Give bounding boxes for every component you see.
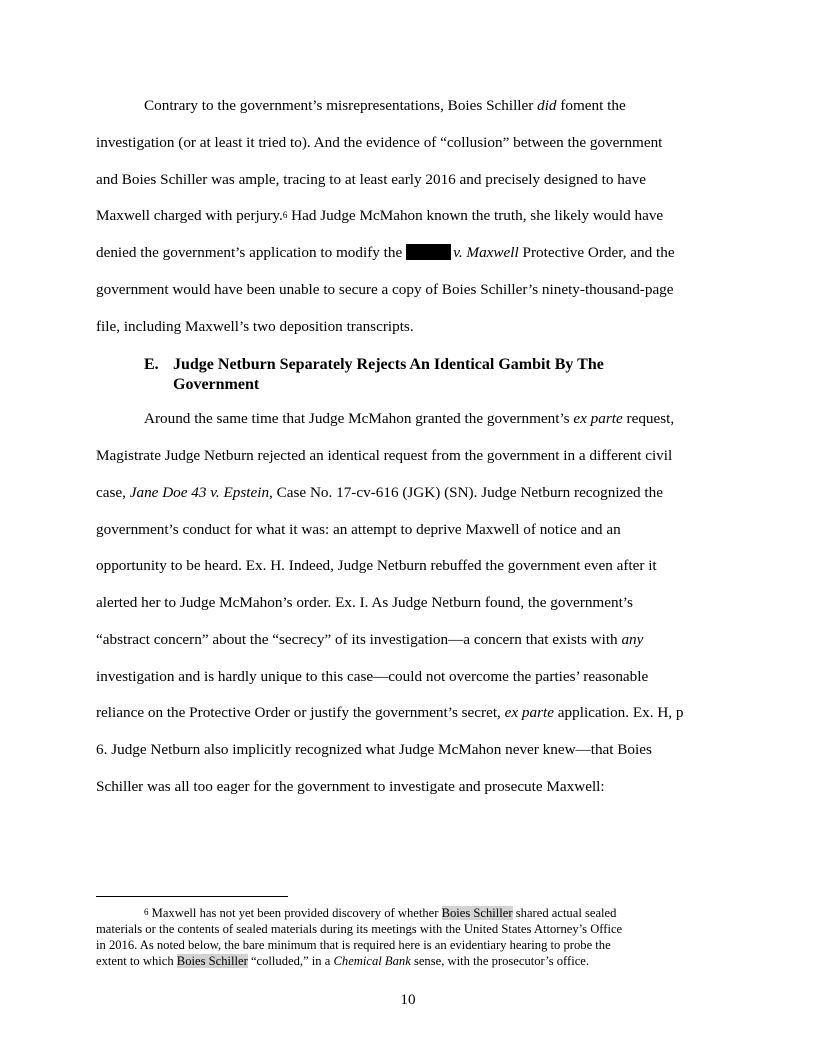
paragraph-1-line-2: investigation (or at least it tried to). And the evidence of “collusion” between the government xyxy=(96,134,663,151)
paragraph-2-line-7: “abstract concern” about the “secrecy” of its investigation—a concern that exists with any xyxy=(96,631,644,648)
paragraph-2-line-2: Magistrate Judge Netburn rejected an identical request from the government in a different civil xyxy=(96,447,673,464)
paragraph-2-line-8: investigation and is hardly unique to this case—could not overcome the parties’ reasonable xyxy=(96,668,649,685)
section-letter: E. xyxy=(144,356,159,373)
paragraph-1-line-1: Contrary to the government’s misrepresentations, Boies Schiller did foment the xyxy=(144,97,626,114)
paragraph-1-line-6: government would have been unable to secure a copy of Boies Schiller’s ninety-thousand-page xyxy=(96,281,674,298)
paragraph-1-line-5: denied the government’s application to modify the v. Maxwell Protective Order, and the xyxy=(96,244,675,261)
footnote-line-4: extent to which Boies Schiller “colluded,” in a Chemical Bank sense, with the prosecutor’s office. xyxy=(96,954,590,968)
page-number: 10 xyxy=(400,991,416,1008)
paragraph-1-line-3: and Boies Schiller was ample, tracing to at least early 2016 and precisely designed to have xyxy=(96,171,646,188)
footnote-separator xyxy=(96,896,288,897)
paragraph-2-line-3: case, Jane Doe 43 v. Epstein, Case No. 17-cv-616 (JGK) (SN). Judge Netburn recognized the xyxy=(96,484,663,501)
paragraph-2-line-9: reliance on the Protective Order or justify the government’s secret, ex parte application. Ex. H, p xyxy=(96,704,684,721)
paragraph-2-line-10: 6. Judge Netburn also implicitly recognized what Judge McMahon never knew—that Boies xyxy=(96,741,652,758)
footnote-line-1: $^6$ Maxwell has not yet been provided discovery of whether Boies Schiller shared actual sealed xyxy=(144,906,617,920)
footnote-ref-6: 6 xyxy=(282,210,288,220)
redaction-box xyxy=(406,244,451,260)
section-title: Judge Netburn Separately Rejects An Identical Gambit By The Government xyxy=(173,356,604,393)
highlight: Boies Schiller xyxy=(176,954,248,968)
paragraph-2-line-6: alerted her to Judge McMahon’s order. Ex. I. As Judge Netburn found, the government’s xyxy=(96,594,633,611)
footnote-number: 6 xyxy=(144,907,149,917)
highlight: Boies Schiller xyxy=(441,906,513,920)
paragraph-2-line-4: government’s conduct for what it was: an attempt to deprive Maxwell of notice and an xyxy=(96,521,621,538)
paragraph-1-line-4: Maxwell charged with perjury.$^6$ Had Judge McMahon known the truth, she likely would have xyxy=(96,207,664,224)
footnote-line-3: in 2016. As noted below, the bare minimum that is required here is an evidentiary hearing to probe the xyxy=(96,938,611,952)
paragraph-2-line-5: opportunity to be heard. Ex. H. Indeed, Judge Netburn rebuffed the government even after it xyxy=(96,557,657,574)
paragraph-2-line-11: Schiller was all too eager for the government to investigate and prosecute Maxwell: xyxy=(96,778,605,795)
paragraph-1-line-7: file, including Maxwell’s two deposition transcripts. xyxy=(96,318,414,335)
paragraph-2-line-1: Around the same time that Judge McMahon granted the government’s ex parte request, xyxy=(144,410,675,427)
footnote-line-2: materials or the contents of sealed materials during its meetings with the United States Attorney’s Office xyxy=(96,922,623,936)
